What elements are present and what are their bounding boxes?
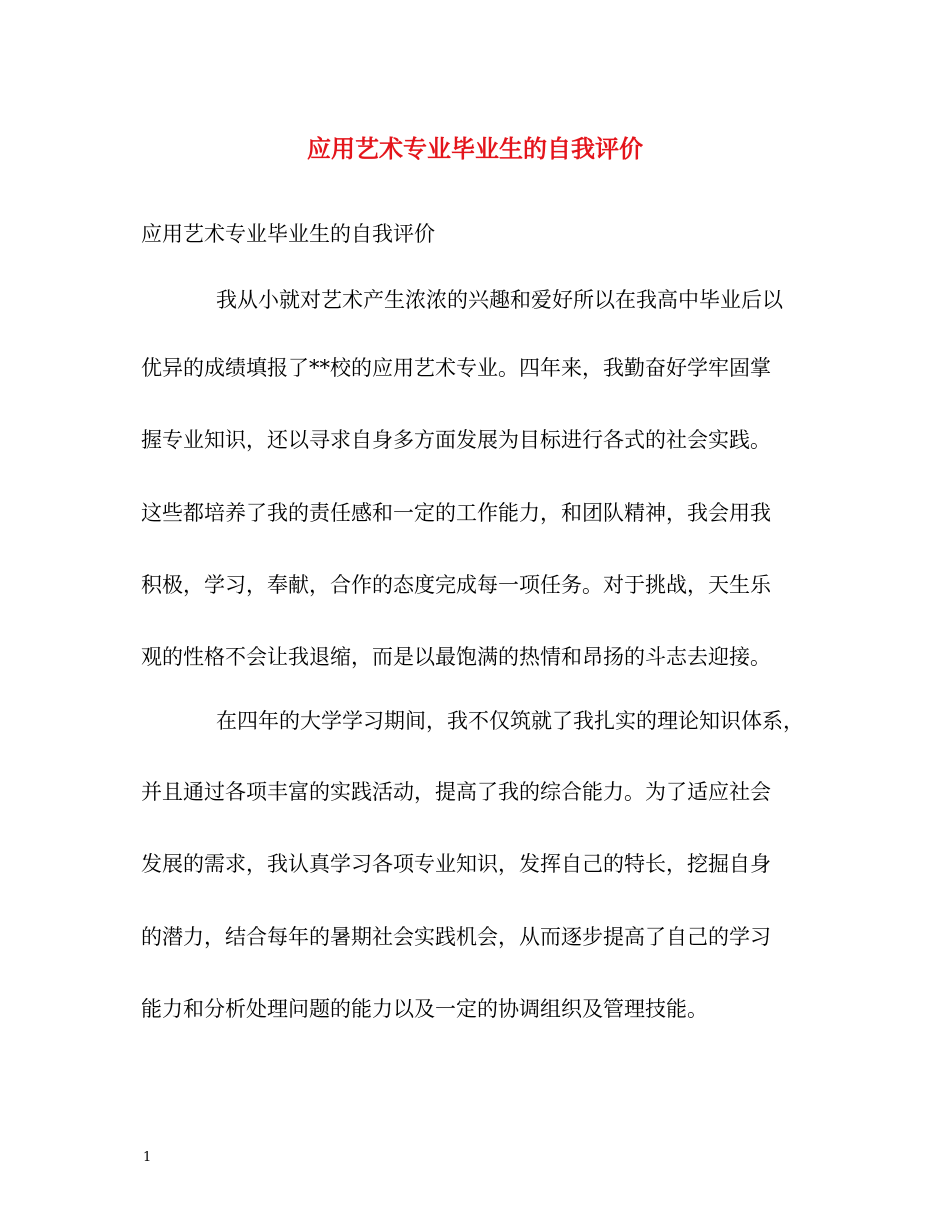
paragraph-2-line-2: 并且通过各项丰富的实践活动，提高了我的综合能力。为了适应社会 xyxy=(141,780,771,804)
paragraph-1-line-5: 积极，学习，奉献，合作的态度完成每一项任务。对于挑战，天生乐 xyxy=(141,573,771,597)
paragraph-2-line-4: 的潜力，结合每年的暑期社会实践机会，从而逐步提高了自己的学习 xyxy=(141,925,771,949)
document-title: 应用艺术专业毕业生的自我评价 xyxy=(307,134,643,163)
paragraph-1-line-2: 优异的成绩填报了**校的应用艺术专业。四年来，我勤奋好学牢固掌 xyxy=(141,356,771,380)
paragraph-2-line-3: 发展的需求，我认真学习各项专业知识，发挥自己的特长，挖掘自身 xyxy=(141,852,771,876)
paragraph-1-line-3: 握专业知识，还以寻求自身多方面发展为目标进行各式的社会实践。 xyxy=(141,428,771,452)
paragraph-1-line-6: 观的性格不会让我退缩，而是以最饱满的热情和昂扬的斗志去迎接。 xyxy=(141,645,771,669)
paragraph-1-line-1: 我从小就对艺术产生浓浓的兴趣和爱好所以在我高中毕业后以 xyxy=(216,288,783,312)
paragraph-2-line-1: 在四年的大学学习期间，我不仅筑就了我扎实的理论知识体系， xyxy=(216,709,804,733)
page-number: 1 xyxy=(143,1150,152,1165)
document-subtitle: 应用艺术专业毕业生的自我评价 xyxy=(141,222,435,246)
paragraph-2-line-5: 能力和分析处理问题的能力以及一定的协调组织及管理技能。 xyxy=(141,997,708,1021)
paragraph-1-line-4: 这些都培养了我的责任感和一定的工作能力，和团队精神，我会用我 xyxy=(141,501,771,525)
